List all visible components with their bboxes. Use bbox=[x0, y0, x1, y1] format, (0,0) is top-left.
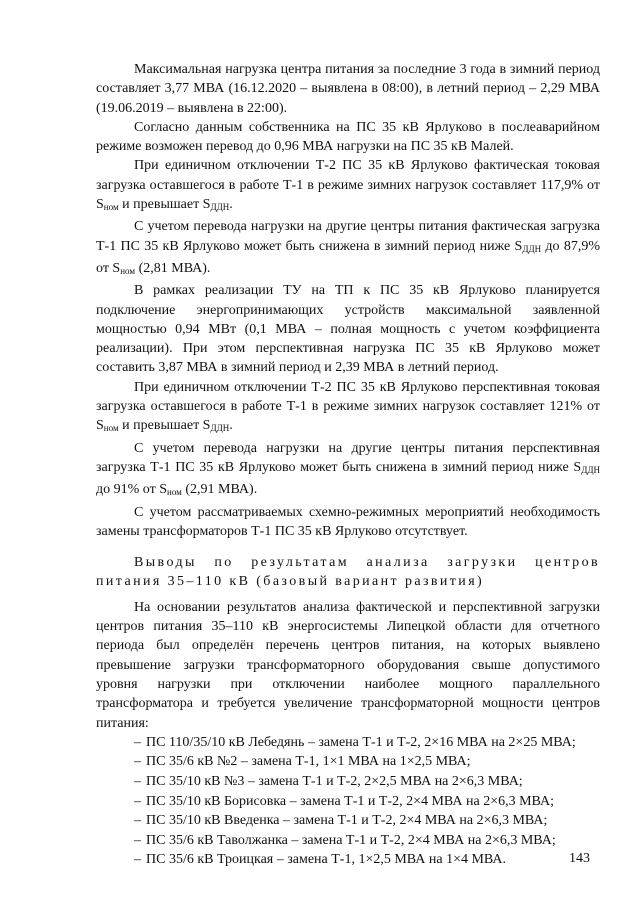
list-item bbox=[96, 792, 600, 812]
text-segment: При единичном отключении Т-2 ПС 35 кВ Ярлуково фактическая токовая загрузка оставшегося в работе Т-1 в режиме зимних нагрузок составляет 117,9% от S bbox=[96, 158, 600, 213]
text-segment: (2,91 МВА). bbox=[181, 482, 258, 498]
text-segment: В рамках реализации ТУ на ТП к ПС 35 кВ Ярлуково планируется подключение энергопринимающих устройств максимальной заявленной мощностью 0,94 МВт (0,1 МВА – полная мощность с учетом коэффициента реализации). При этом перспективная нагрузка ПС 35 кВ Ярлуково может составить 3,87 МВА в зимний период и 2,39 МВА в летний период. bbox=[96, 283, 600, 376]
paragraph-p1 bbox=[96, 60, 600, 118]
list-bullet: – bbox=[134, 813, 141, 829]
text-segment: Максимальная нагрузка центра питания за последние 3 года в зимний период составляет 3,77 МВА (16.12.2020 – выявлена в 08:00), в летний период – 2,29 МВА (19.06.2019 – выявлена в 22:00). bbox=[96, 62, 600, 116]
list-item bbox=[96, 811, 600, 831]
text-segment: (2,81 МВА). bbox=[135, 260, 211, 276]
subscript: ДДН bbox=[522, 243, 542, 254]
list-item bbox=[96, 772, 600, 792]
text-segment: и превышает S bbox=[118, 418, 211, 434]
list-bullet: – bbox=[134, 793, 141, 809]
list-item-text: ПС 35/6 кВ №2 – замена Т-1, 1×1 МВА на 1×2,5 МВА; bbox=[146, 754, 471, 770]
text-segment: и превышает S bbox=[118, 197, 211, 213]
list-item bbox=[96, 831, 600, 851]
text-segment: до 91% от S bbox=[96, 482, 168, 498]
subscript: ДДН bbox=[210, 423, 230, 434]
subscript: ДДН bbox=[581, 464, 600, 475]
text-segment: С учетом перевода нагрузки на другие центры питания фактическая загрузка Т-1 ПС 35 кВ Ярлуково может быть снижена в зимний период ниже S bbox=[96, 219, 600, 254]
list-item bbox=[96, 752, 600, 772]
conclusion-paragraph: На основании результатов анализа фактической и перспективной загрузки центров питания 35–110 кВ энергосистемы Липецкой области для отчетного периода был определён перечень центров питания, на которых выявлено превышение загрузки трансформаторного оборудования свыше допустимого уровня нагрузки при отключении наиболее мощного параллельного трансформатора и требуется увеличение трансформаторной мощности центров питания: bbox=[96, 599, 600, 731]
subscript: ном bbox=[103, 423, 119, 434]
page-number: 143 bbox=[569, 851, 590, 866]
text-segment: С учетом рассматриваемых схемно-режимных мероприятий необходимость замены трансформаторов Т-1 ПС 35 кВ Ярлуково отсутствует. bbox=[96, 504, 600, 539]
list-item bbox=[96, 850, 600, 870]
text-segment: С учетом перевода нагрузки на другие центры питания перспективная загрузка Т-1 ПС 35 кВ Ярлуково может быть снижена в зимний период ниже S bbox=[96, 440, 600, 475]
text-segment: . bbox=[229, 418, 233, 434]
page-content bbox=[96, 60, 600, 870]
substation-list bbox=[96, 733, 600, 870]
section-heading-line-2: питания 35–110 кВ (базовый вариант развития) bbox=[96, 574, 485, 590]
paragraph-p7 bbox=[96, 439, 600, 503]
paragraph-p3 bbox=[96, 156, 600, 217]
section-heading-line-1: Выводы по результатам анализа загрузки центров bbox=[134, 555, 600, 571]
list-item-text: ПС 35/6 кВ Таволжанка – замена Т-1 и Т-2, 2×4 МВА на 2×6,3 МВА; bbox=[146, 832, 556, 848]
paragraph-p6 bbox=[96, 378, 600, 439]
list-bullet: – bbox=[134, 832, 141, 848]
paragraph-p5 bbox=[96, 281, 600, 377]
text-segment: . bbox=[229, 197, 233, 213]
list-bullet: – bbox=[134, 754, 141, 770]
text-segment: При единичном отключении Т-2 ПС 35 кВ Ярлуково перспективная токовая загрузка оставшегося в работе Т-1 в режиме зимних нагрузок составляет 121% от S bbox=[96, 379, 600, 434]
text-segment: до 87,9% от S bbox=[96, 238, 600, 276]
list-item-text: ПС 110/35/10 кВ Лебедянь – замена Т-1 и Т-2, 2×16 МВА на 2×25 МВА; bbox=[146, 734, 576, 750]
paragraph-p4 bbox=[96, 217, 600, 281]
section-heading bbox=[96, 553, 600, 592]
paragraph-p8 bbox=[96, 503, 600, 542]
paragraph-p2 bbox=[96, 118, 600, 157]
body-paragraphs bbox=[96, 60, 600, 541]
list-item-text: ПС 35/10 кВ Борисовка – замена Т-1 и Т-2, 2×4 МВА на 2×6,3 МВА; bbox=[146, 793, 554, 809]
subscript: ном bbox=[103, 202, 119, 213]
list-bullet: – bbox=[134, 773, 141, 789]
list-item bbox=[96, 733, 600, 753]
list-bullet: – bbox=[134, 852, 141, 868]
text-segment: Согласно данным собственника на ПС 35 кВ Ярлуково в послеаварийном режиме возможен перевод до 0,96 МВА нагрузки на ПС 35 кВ Малей. bbox=[96, 119, 600, 155]
list-item-text: ПС 35/10 кВ №3 – замена Т-1 и Т-2, 2×2,5 МВА на 2×6,3 МВА; bbox=[146, 773, 523, 789]
subscript: ном bbox=[120, 265, 136, 276]
list-bullet: – bbox=[134, 734, 141, 750]
list-item-text: ПС 35/6 кВ Троицкая – замена Т-1, 1×2,5 МВА на 1×4 МВА. bbox=[146, 852, 506, 868]
list-item-text: ПС 35/10 кВ Введенка – замена Т-1 и Т-2, 2×4 МВА на 2×6,3 МВА; bbox=[146, 813, 548, 829]
subscript: ном bbox=[167, 487, 182, 498]
subscript: ДДН bbox=[210, 202, 230, 213]
